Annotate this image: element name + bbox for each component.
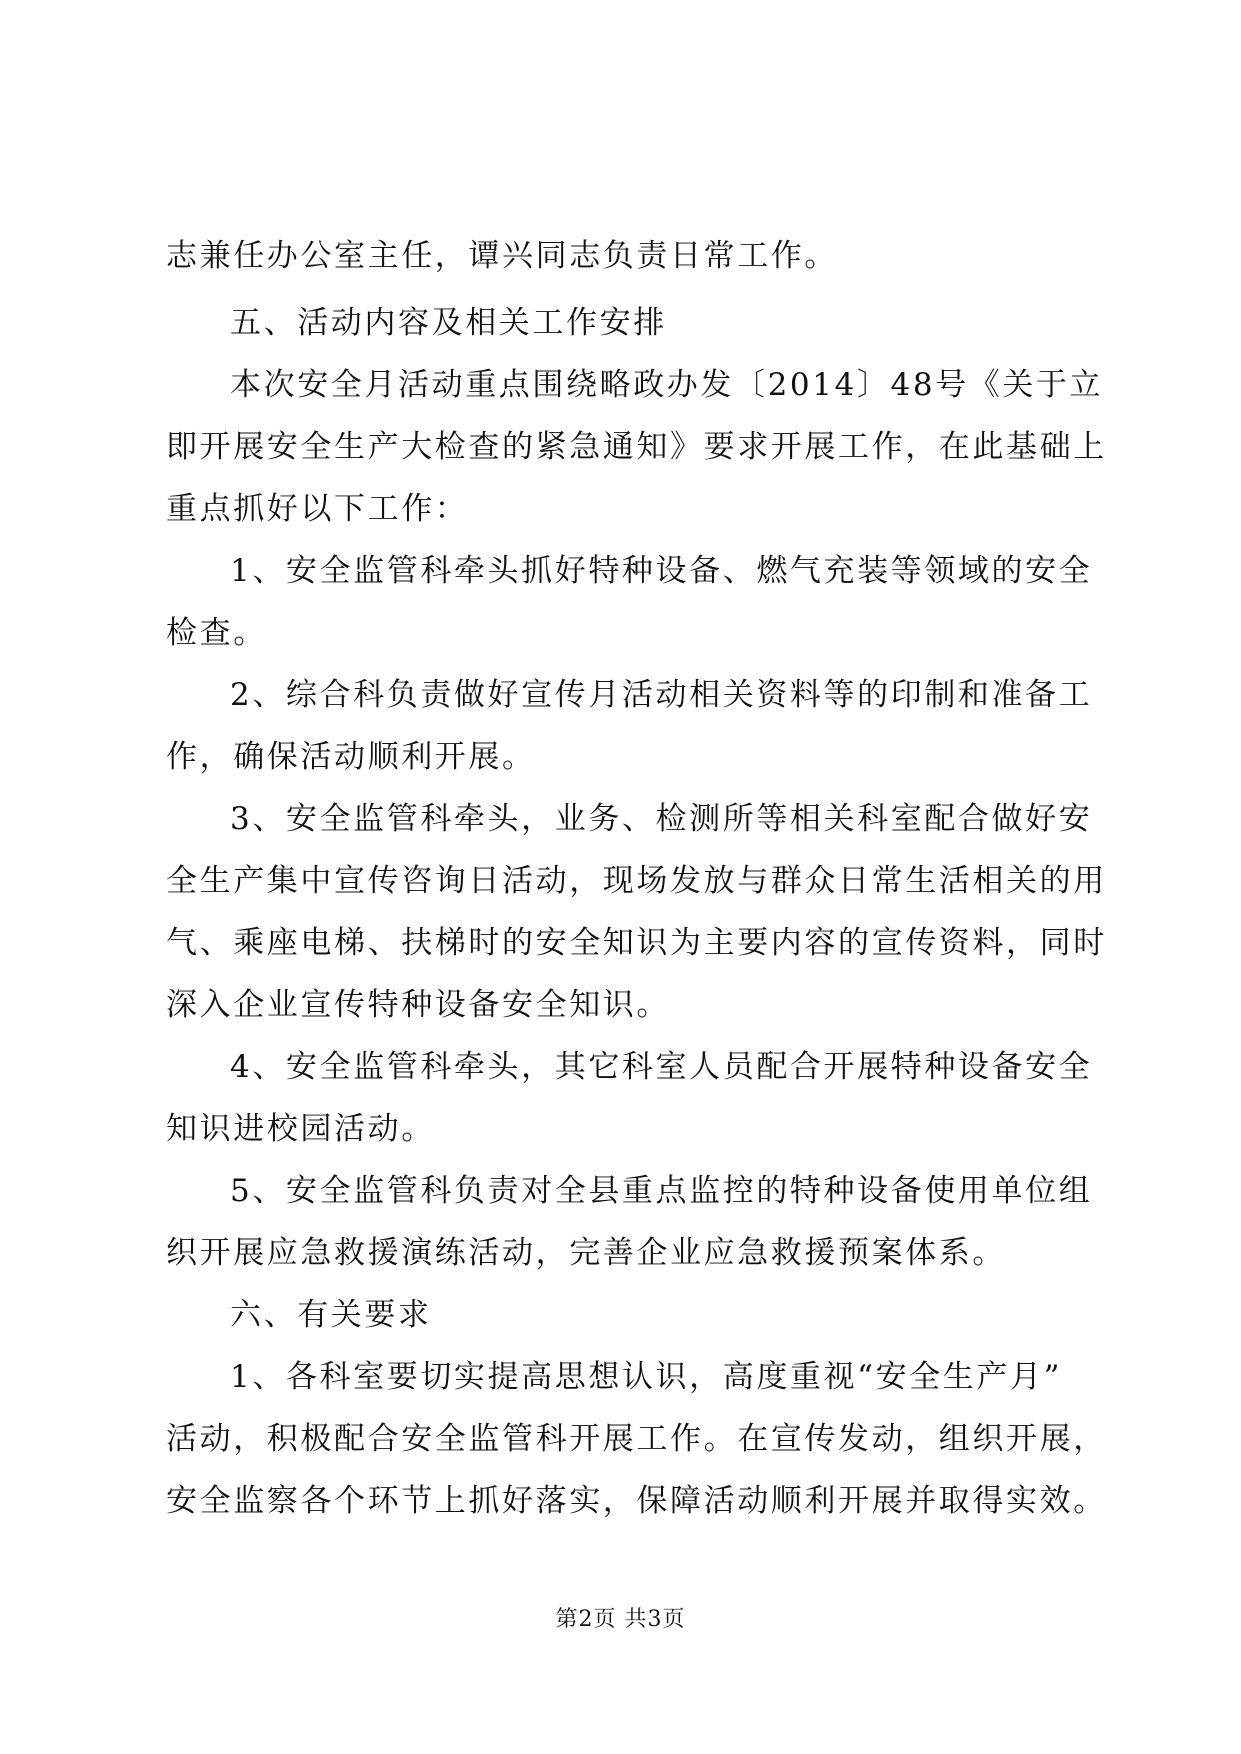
text-line-8: 2、综合科负责做好宣传月活动相关资料等的印制和准备工 [230,677,1093,713]
text-line-17: 织开展应急救援演练活动，完善企业应急救援预案体系。 [166,1235,1006,1271]
text-line-12: 气、乘座电梯、扶梯时的安全知识为主要内容的宣传资料，同时 [166,925,1107,961]
text-line-5: 重点抓好以下工作： [166,491,469,527]
text-line-9: 作，确保活动顺利开展。 [166,739,536,775]
text-line-11: 全生产集中宣传咨询日活动，现场发放与群众日常生活相关的用 [166,863,1107,899]
text-line-21: 安全监察各个环节上抓好落实，保障活动顺利开展并取得实效。 [166,1483,1107,1519]
section-heading-6: 六、有关要求 [230,1297,432,1333]
text-line-10: 3、安全监管科牵头，业务、检测所等相关科室配合做好安 [230,801,1093,837]
text-line-1: 志兼任办公室主任，谭兴同志负责日常工作。 [166,238,838,274]
text-line-7: 检查。 [166,615,267,651]
text-line-20: 活动，积极配合安全监管科开展工作。在宣传发动，组织开展， [166,1421,1107,1457]
text-line-15: 知识进校园活动。 [166,1111,435,1147]
page-footer: 第2页 共3页 [555,1607,686,1632]
text-line-19: 1、各科室要切实提高思想认识，高度重视“安全生产月” [230,1359,1063,1395]
section-heading-5: 五、活动内容及相关工作安排 [230,305,667,341]
text-line-13: 深入企业宣传特种设备安全知识。 [166,987,670,1023]
text-line-16: 5、安全监管科负责对全县重点监控的特种设备使用单位组 [230,1173,1093,1209]
text-line-6: 1、安全监管科牵头抓好特种设备、燃气充装等领域的安全 [230,553,1093,589]
text-line-3: 本次安全月活动重点围绕略政办发〔2014〕48号《关于立 [230,367,1104,403]
text-line-4: 即开展安全生产大检查的紧急通知》要求开展工作，在此基础上 [166,429,1107,465]
text-line-14: 4、安全监管科牵头，其它科室人员配合开展特种设备安全 [230,1049,1093,1085]
